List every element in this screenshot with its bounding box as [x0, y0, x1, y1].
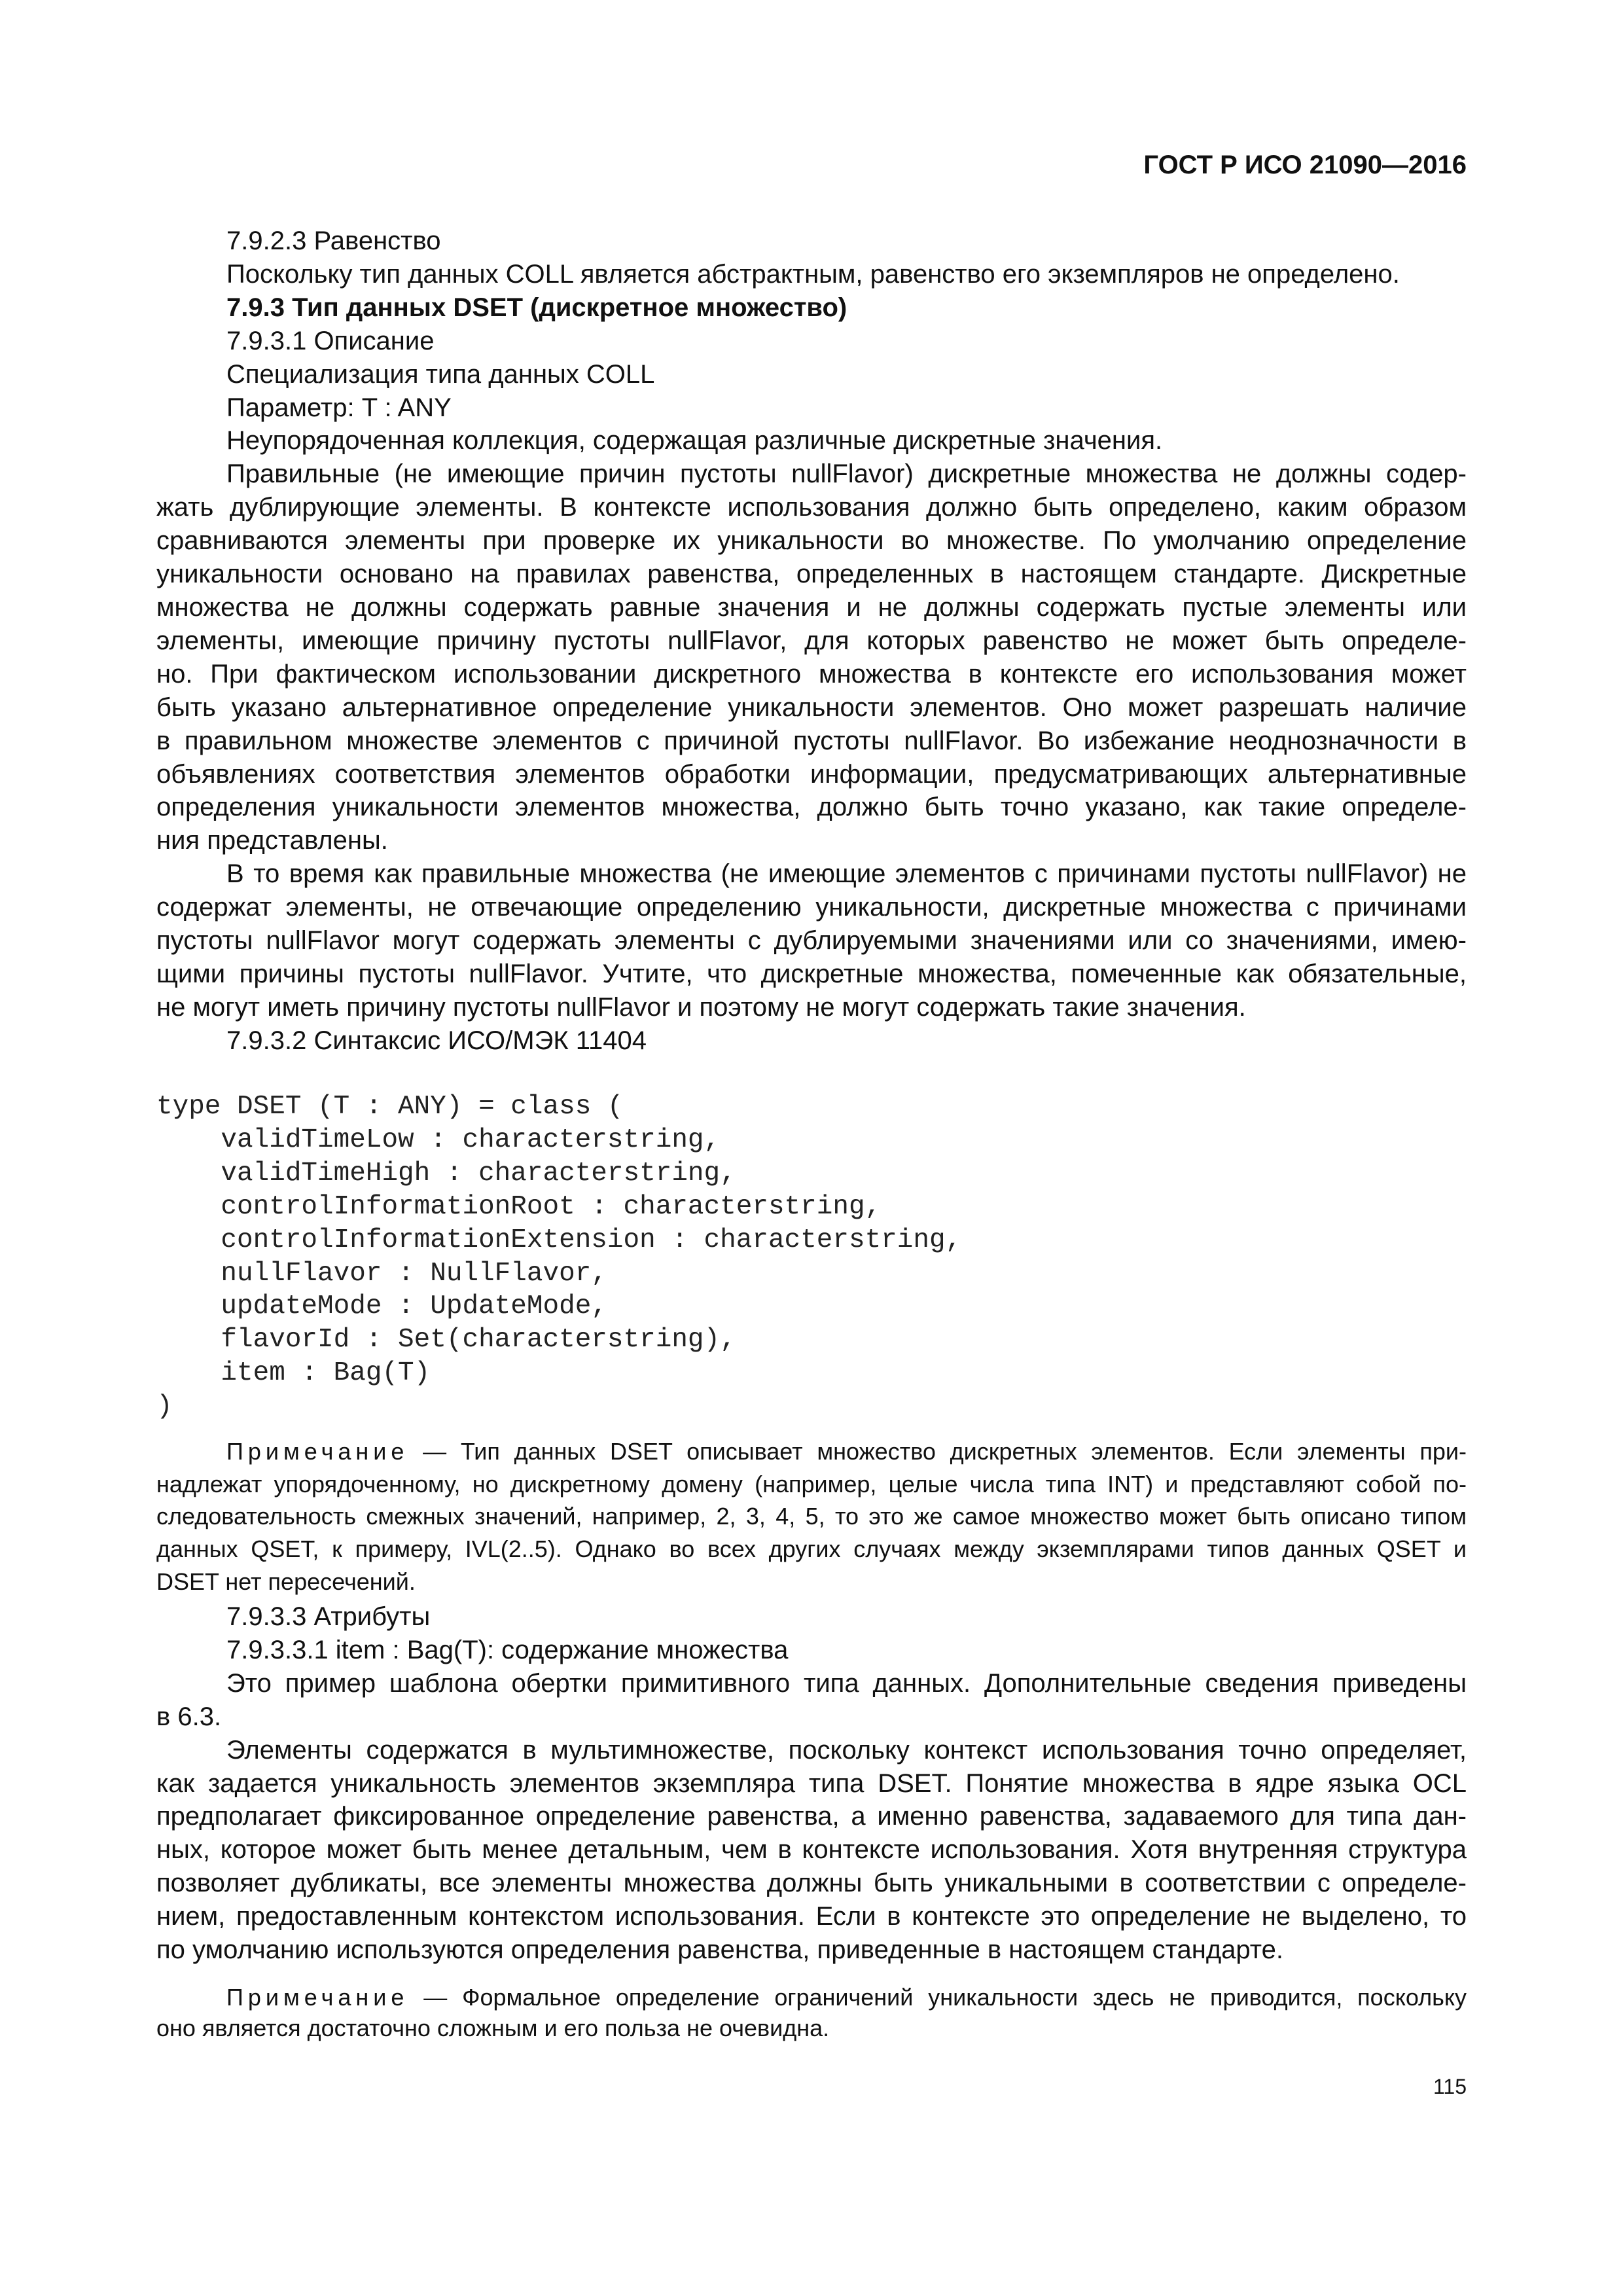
- page-number: 115: [1433, 2075, 1467, 2098]
- paragraph-line: ния представлены.: [156, 826, 388, 855]
- section-heading: 7.9.3.3.1 item : Bag(T): содержание множества: [226, 1635, 789, 1664]
- code-line: flavorId : Set(characterstring),: [221, 1325, 736, 1355]
- note-block: [156, 1435, 1467, 1598]
- code-listing: [156, 1090, 1467, 1424]
- note-block: [156, 1982, 1467, 2043]
- paragraph-line: нием, предоставленным контекстом использования. Если в контексте это определение не выделено, то: [156, 1902, 1467, 1931]
- paragraph-line: в 6.3.: [156, 1702, 222, 1731]
- paragraph-line: множества не должны содержать равные значения и не должны содержать пустые элементы или: [156, 592, 1467, 622]
- parameter-line: Параметр: T : ANY: [226, 393, 452, 422]
- document-designation: ГОСТ Р ИСО 21090—2016: [1143, 151, 1467, 179]
- note-text: — Тип данных DSET описывает множество дискретных элементов. Если элементы при-: [423, 1438, 1467, 1465]
- paragraph-line: элементы, имеющие причину пустоты nullFlavor, для которых равенство не может быть определе-: [156, 626, 1467, 655]
- paragraph-line: уникальности основано на правилах равенства, определенных в настоящем стандарте. Дискретные: [156, 560, 1467, 589]
- code-line: type DSET (T : ANY) = class (: [156, 1092, 624, 1122]
- note-line: оно является достаточно сложным и его польза не очевидна.: [156, 2015, 830, 2041]
- note-line: надлежат упорядоченному, но дискретному домену (например, целые числа типа INT) и представляют собой по-: [156, 1470, 1467, 1498]
- paragraph-line: объявлениях соответствия элементов обработки информации, предусматривающих альтернативные: [156, 759, 1467, 789]
- paragraph-line: Правильные (не имеющие причин пустоты nullFlavor) дискретные множества не должны содер-: [226, 459, 1467, 489]
- paragraph-line: но. При фактическом использовании дискретного множества в контексте его использования может: [156, 659, 1467, 689]
- code-line: item : Bag(T): [221, 1358, 431, 1389]
- paragraph-line: как задается уникальность элементов экземпляра типа DSET. Понятие множества в ядре языка OCL: [156, 1768, 1467, 1798]
- paragraph-line: Элементы содержатся в мультимножестве, поскольку контекст использования точно определяет,: [226, 1735, 1467, 1765]
- code-line: controlInformationExtension : characterstring,: [221, 1225, 962, 1255]
- section-heading: 7.9.3.2 Синтаксис ИСО/МЭК 11404: [226, 1026, 647, 1055]
- paragraph-line: Это пример шаблона обертки примитивного типа данных. Дополнительные сведения приведены: [226, 1668, 1467, 1698]
- section-heading: 7.9.3 Тип данных DSET (дискретное множество): [226, 293, 847, 322]
- main-text-upper: [156, 224, 1467, 1058]
- paragraph-line: В то время как правильные множества (не имеющие элементов с причинами пустоты nullFlavor) не: [226, 859, 1467, 889]
- section-heading: 7.9.3.3 Атрибуты: [226, 1602, 431, 1631]
- definition-line: Неупорядоченная коллекция, содержащая различные дискретные значения.: [226, 426, 1163, 456]
- specialization-line: Специализация типа данных COLL: [226, 359, 655, 389]
- paragraph-line: предполагает фиксированное определение равенства, а именно равенства, задаваемого для типа дан-: [156, 1802, 1467, 1831]
- paragraph-line: Поскольку тип данных COLL является абстрактным, равенство его экземпляров не определено.: [226, 259, 1400, 289]
- code-line: controlInformationRoot : characterstring,: [221, 1191, 882, 1222]
- code-line: validTimeHigh : characterstring,: [221, 1158, 736, 1189]
- paragraph-line: в правильном множестве элементов с причиной пустоты nullFlavor. Во избежание неоднозначности в: [156, 726, 1467, 755]
- note-line: DSET нет пересечений.: [156, 1568, 416, 1595]
- paragraph-line: щими причины пустоты nullFlavor. Учтите, что дискретные множества, помеченные как обязательные,: [156, 959, 1467, 988]
- main-text-lower: [156, 1600, 1467, 1967]
- paragraph-line: не могут иметь причину пустоты nullFlavor и поэтому не могут содержать такие значения.: [156, 992, 1246, 1022]
- paragraph-line: сравниваются элементы при проверке их уникальности во множестве. По умолчанию определение: [156, 526, 1467, 556]
- note-label: Примечание: [226, 1438, 409, 1465]
- paragraph-line: ных, которое может быть менее детальным, чем в контексте использования. Хотя внутренняя структура: [156, 1835, 1467, 1865]
- note-line: [156, 1435, 1467, 1468]
- note-line: данных QSET, к примеру, IVL(2..5). Однако во всех других случаях между экземплярами типов данных QSET и: [156, 1535, 1467, 1563]
- paragraph-line: пустоты nullFlavor могут содержать элементы с дублируемыми значениями или со значениями, имею-: [156, 926, 1467, 956]
- note-text: — Формальное определение ограничений уникальности здесь не приводится, поскольку: [423, 1984, 1467, 2011]
- note-line: [156, 1982, 1467, 2013]
- section-heading: 7.9.3.1 Описание: [226, 326, 435, 355]
- code-line: nullFlavor : NullFlavor,: [221, 1258, 607, 1289]
- paragraph-line: позволяет дубликаты, все элементы множества должны быть уникальными в соответствии с определе-: [156, 1869, 1467, 1898]
- paragraph-line: жать дублирующие элементы. В контексте использования должно быть определено, каким образом: [156, 493, 1467, 522]
- note-label: Примечание: [226, 1984, 409, 2011]
- note-line: следовательность смежных значений, например, 2, 3, 4, 5, то это же самое множество может быть описано типом: [156, 1503, 1467, 1530]
- section-heading: 7.9.2.3 Равенство: [226, 226, 441, 255]
- paragraph-line: быть указано альтернативное определение уникальности элементов. Оно может разрешать наличие: [156, 692, 1467, 722]
- code-line: ): [156, 1391, 173, 1422]
- code-line: updateMode : UpdateMode,: [221, 1291, 607, 1322]
- paragraph-line: содержат элементы, не отвечающие определению уникальности, дискретные множества с причинами: [156, 893, 1467, 922]
- code-line: validTimeLow : characterstring,: [221, 1124, 721, 1155]
- paragraph-line: по умолчанию используются определения равенства, приведенные в настоящем стандарте.: [156, 1935, 1284, 1965]
- paragraph-line: определения уникальности элементов множества, должно быть точно указано, как такие определе-: [156, 793, 1467, 822]
